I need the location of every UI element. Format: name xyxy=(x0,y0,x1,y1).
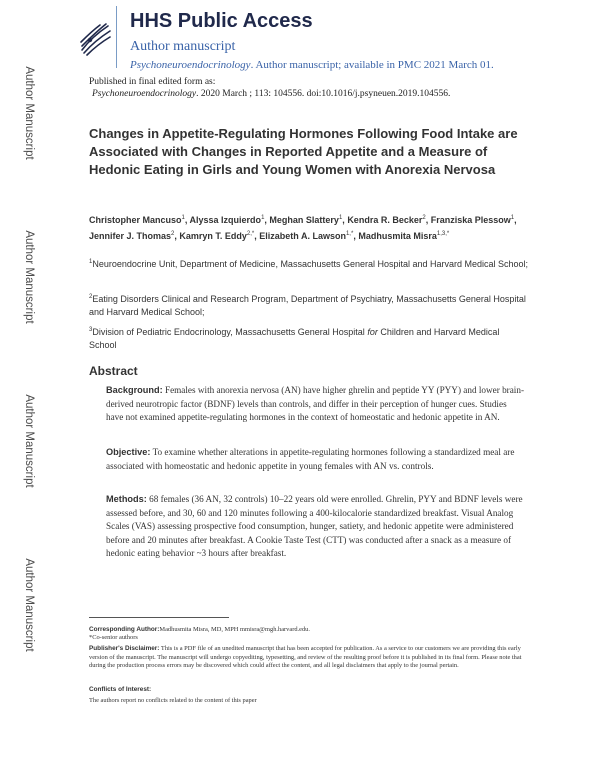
side-label-author-manuscript: Author Manuscript xyxy=(23,66,35,160)
author: Jennifer J. Thomas$^2$, xyxy=(89,230,180,241)
side-label-author-manuscript: Author Manuscript xyxy=(23,394,35,488)
author: Elizabeth A. Lawson$^{1,*}$, xyxy=(259,230,359,241)
side-label-author-manuscript: Author Manuscript xyxy=(23,230,35,324)
author: Kendra R. Becker$^2$, xyxy=(347,215,431,225)
author: Meghan Slattery$^1$, xyxy=(269,215,348,225)
paper-title: Changes in Appetite-Regulating Hormones Following Food Intake are Associated with Changes in Reported Appetite and a Measure of Hedonic Eating in Girls and Young Women with Anorexia Nervosa xyxy=(89,126,518,177)
citation-line: Psychoneuroendocrinology. 2020 March ; 113: 104556. doi:10.1016/j.psyneuen.2019.104556. xyxy=(92,89,451,99)
conflicts-text: The authors report no conflicts related to the content of this paper xyxy=(89,697,257,704)
author: Christopher Mancuso$^1$, xyxy=(89,215,190,225)
author: Alyssa Izquierdo$^1$, xyxy=(189,215,270,225)
author: Madhusmita Misra$^{1,3,*}$ xyxy=(358,230,450,241)
conflicts-heading: Conflicts of Interest: xyxy=(89,686,152,693)
author: Franziska Plessow$^1$, xyxy=(430,215,517,225)
side-label-author-manuscript: Author Manuscript xyxy=(23,558,35,652)
hhs-eagle-logo-icon xyxy=(76,6,117,68)
affiliation: $^2$Eating Disorders Clinical and Research Program, Department of Psychiatry, Massachusetts General Hospital and Harvard Medical School; xyxy=(89,294,526,317)
published-citation xyxy=(89,76,450,100)
abstract-objective: Objective: To examine whether alterations in appetite-regulating hormones following a standardized meal are associated with homeostatic and hedonic appetite in young females with AN vs. controls. xyxy=(106,447,515,471)
publisher-disclaimer: Publisher's Disclaimer: This is a PDF file of an unedited manuscript that has been accepted for publication. As a service to our customers we are providing this early version of the manuscript. The manuscript will undergo copyediting, typesetting, and review of the resulting proof before it is published in its final form. Please note that during the production process errors may be discovered which could affect the content, and all legal disclaimers that apply to the journal pertain. xyxy=(89,645,522,670)
abstract-methods: Methods: 68 females (36 AN, 32 controls) 10–22 years old were enrolled. Ghrelin, PYY and BDNF levels were assessed before, and 30, 60 and 120 minutes following a 400-kilocalorie standardized breakfast. Visual Analog Scales (VAS) assessing prospective food consumption, hunger, satiety, and hedonic appetite were administered before and 20 minutes after breakfast. A Cookie Taste Test (CTT) was conducted after a snack as a measure of hedonic eating behavior ~3 hours after breakfast. xyxy=(106,494,523,558)
hhs-public-access-title: HHS Public Access xyxy=(130,10,313,32)
author-list xyxy=(89,212,529,243)
author-manuscript-subtitle: Author manuscript xyxy=(130,39,236,54)
corresponding-author: Corresponding Author:Madhusmita Misra, MD, MPH mmisra@mgh.harvard.edu. xyxy=(89,626,310,633)
journal-availability: Psychoneuroendocrinology. Author manuscript; available in PMC 2021 March 01. xyxy=(130,59,494,71)
affiliation: $^1$Neuroendocrine Unit, Department of Medicine, Massachusetts General Hospital and Harvard Medical School; xyxy=(89,259,529,269)
affiliation: $^3$Division of Pediatric Endocrinology, Massachusetts General Hospital for Children and Harvard Medical School xyxy=(89,327,500,350)
footnote-divider xyxy=(89,617,229,618)
published-label: Published in final edited form as: xyxy=(89,77,216,87)
abstract-background: Background: Females with anorexia nervosa (AN) have higher ghrelin and peptide YY (PYY) and lower brain-derived neurotropic factor (BDNF) levels than controls, and differ in their perception of hunger cues. Studies have not examined appetite-regulating hormones in the context of homeostatic and hedonic appetite in AN. xyxy=(106,385,525,422)
abstract-heading: Abstract xyxy=(89,364,138,378)
author: Kamryn T. Eddy$^{2,*}$, xyxy=(179,230,260,241)
page-header xyxy=(76,6,576,78)
co-senior-note: *Co-senior authors xyxy=(89,634,138,641)
